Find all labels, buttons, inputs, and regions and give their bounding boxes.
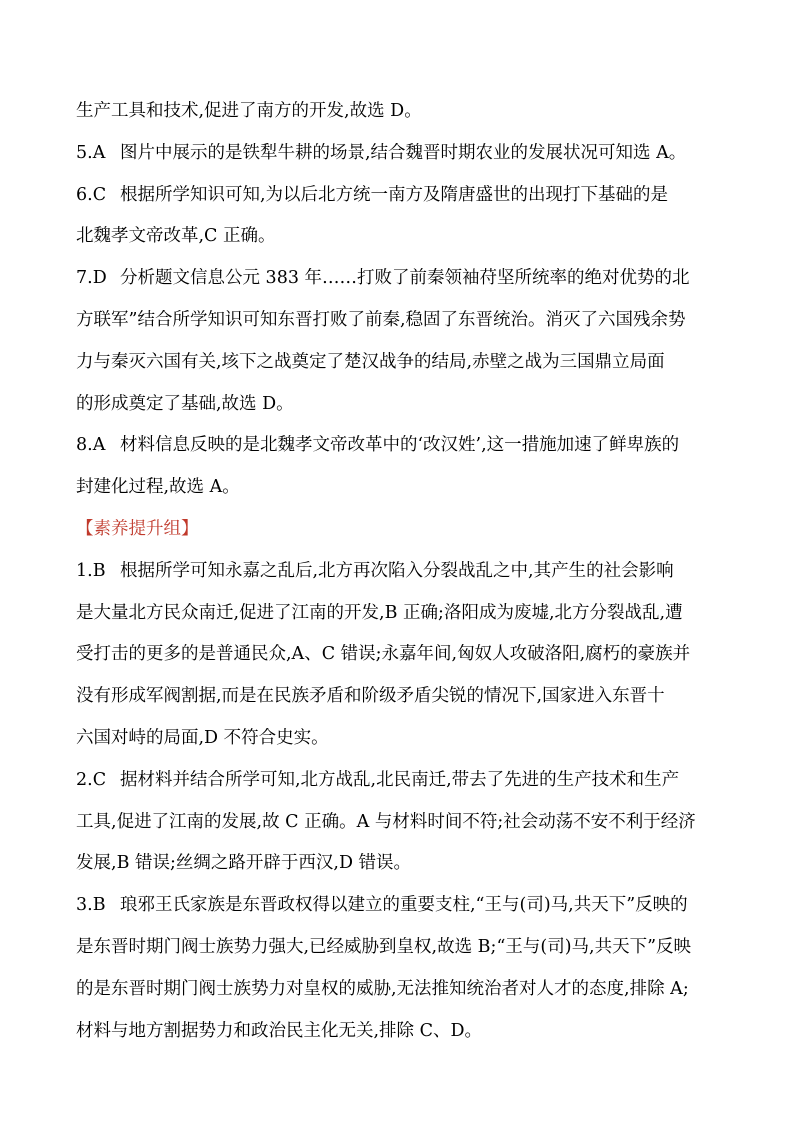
line-text: 受打击的更多的是普通民众,A、C 错误;永嘉年间,匈奴人攻破洛阳,腐朽的豪族并 — [76, 644, 691, 665]
text-line — [76, 728, 720, 748]
line-text: 图片中展示的是铁犁牛耕的场景,结合魏晋时期农业的发展状况可知选 A。 — [120, 142, 687, 163]
text-line — [76, 394, 720, 414]
text-line — [76, 101, 720, 121]
text-line — [76, 686, 720, 706]
text-line — [76, 1021, 720, 1041]
line-text: 生产工具和技术,促进了南方的开发,故选 D。 — [76, 101, 422, 121]
answer-number: 2.C — [76, 769, 107, 790]
line-text: 没有形成军阀割据,而是在民族矛盾和阶级矛盾尖锐的情况下,国家进入东晋十 — [76, 686, 665, 707]
text-line — [76, 853, 720, 873]
line-text: 是大量北方民众南迁,促进了江南的开发,B 正确;洛阳成为废墟,北方分裂战乱,遭 — [76, 602, 683, 623]
line-text: 据材料并结合所学可知,北方战乱,北民南迁,带去了先进的生产技术和生产 — [120, 769, 680, 790]
text-line — [76, 644, 720, 664]
line-text: 材料与地方割据势力和政治民主化无关,排除 C、D。 — [76, 1020, 483, 1041]
answer-number: 3.B — [76, 895, 106, 916]
line-text: 的是东晋时期门阀士族势力对皇权的威胁,无法推知统治者对人才的态度,排除 A; — [76, 978, 689, 999]
line-text: 北魏孝文帝改革,C 正确。 — [76, 226, 276, 247]
line-text: 根据所学知识可知,为以后北方统一南方及隋唐盛世的出现打下基础的是 — [120, 184, 669, 205]
line-text: 的形成奠定了基础,故选 D。 — [76, 393, 294, 414]
text-line — [76, 310, 720, 330]
text-line — [76, 937, 720, 957]
answer-number: 6.C — [76, 184, 107, 205]
text-line — [76, 435, 720, 455]
line-text: 方联军”结合所学知识可知东晋打败了前秦,稳固了东晋统治。消灭了六国残余势 — [76, 309, 686, 330]
line-text: 发展,B 错误;丝绸之路开辟于西汉,D 错误。 — [76, 853, 412, 874]
text-line — [76, 603, 720, 623]
text-line — [76, 226, 720, 246]
line-text: 是东晋时期门阀士族势力强大,已经威胁到皇权,故选 B;“王与(司)马,共天下”反映 — [76, 936, 692, 957]
text-line — [76, 812, 720, 832]
text-line — [76, 268, 720, 288]
line-text: 分析题文信息公元 383 年……打败了前秦领袖苻坚所统率的绝对优势的北 — [120, 268, 690, 289]
text-line — [76, 352, 720, 372]
line-text: 力与秦灭六国有关,垓下之战奠定了楚汉战争的结局,赤壁之战为三国鼎立局面 — [76, 351, 665, 372]
answer-number: 7.D — [76, 268, 107, 289]
text-line — [76, 143, 720, 163]
answer-number: 5.A — [76, 142, 106, 163]
line-text: 材料信息反映的是北魏孝文帝改革中的‘改汉姓’,这一措施加速了鲜卑族的 — [120, 435, 680, 456]
text-line — [76, 185, 720, 205]
text-line — [76, 770, 720, 790]
text-line — [76, 979, 720, 999]
answer-number: 1.B — [76, 560, 106, 581]
answer-number: 8.A — [76, 435, 106, 456]
text-line — [76, 895, 720, 915]
section-heading — [76, 519, 720, 539]
line-text: 封建化过程,故选 A。 — [76, 477, 240, 498]
line-text: 六国对峙的局面,D 不符合史实。 — [76, 727, 329, 748]
section-heading-text: 【素养提升组】 — [76, 518, 199, 539]
text-line — [76, 477, 720, 497]
line-text: 琅邪王氏家族是东晋政权得以建立的重要支柱,“王与(司)马,共天下”反映的 — [120, 895, 688, 916]
text-line — [76, 561, 720, 581]
line-text: 根据所学可知永嘉之乱后,北方再次陷入分裂战乱之中,其产生的社会影响 — [120, 560, 674, 581]
line-text: 工具,促进了江南的发展,故 C 正确。A 与材料时间不符;社会动荡不安不利于经济 — [76, 811, 696, 832]
